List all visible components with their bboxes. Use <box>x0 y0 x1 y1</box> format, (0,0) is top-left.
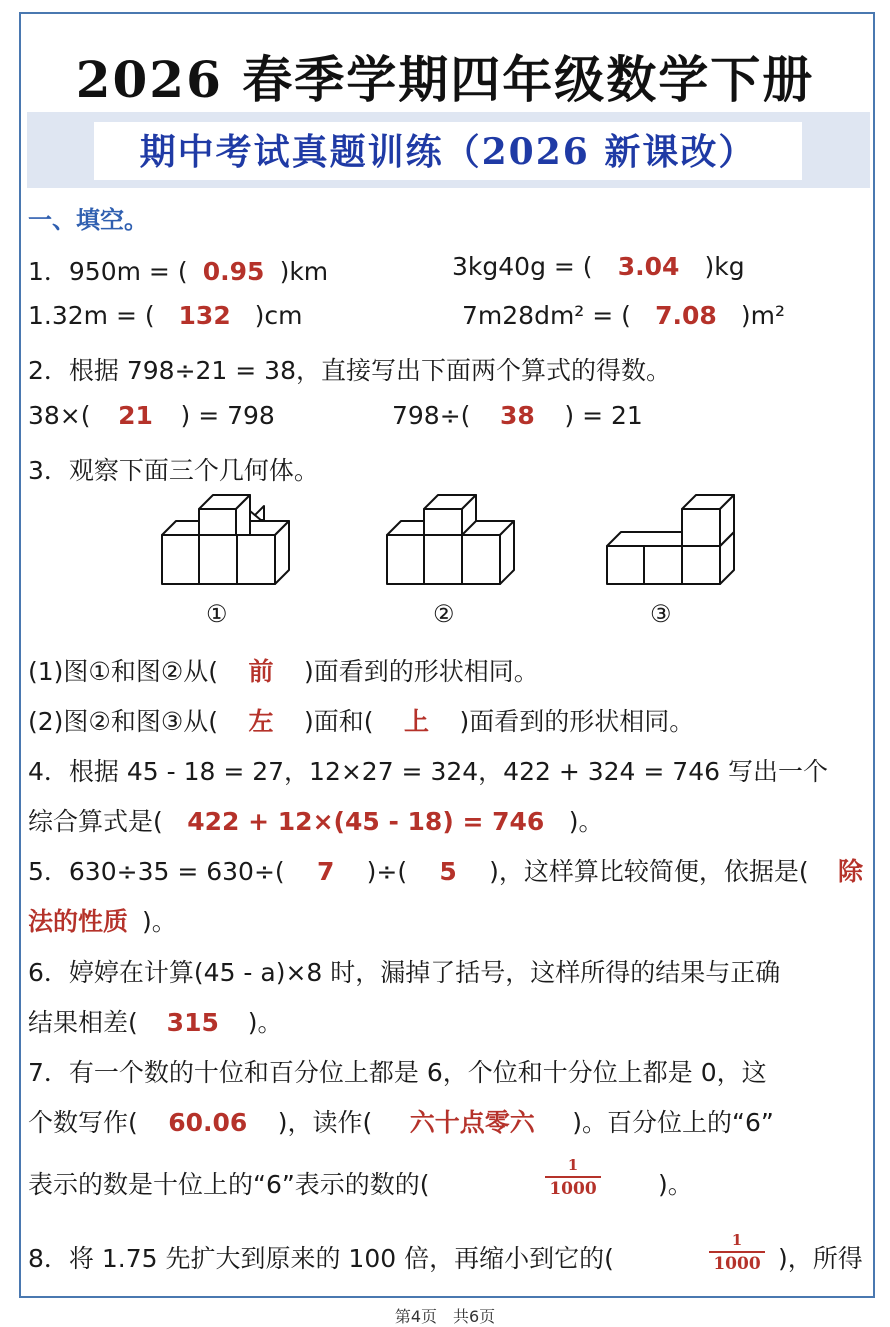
q5-answer3a: 除 <box>838 857 864 886</box>
q5-answer1: 7 <box>316 857 335 886</box>
q3p2-suffix: )面看到的形状相同。 <box>459 707 695 736</box>
q1d-prefix: 7m28dm² = ( <box>462 301 631 330</box>
q1a-answer: 0.95 <box>202 257 265 286</box>
q1a-prefix: 1．950m = ( <box>28 257 188 286</box>
figure-2 <box>387 495 514 584</box>
q6-suffix: )。 <box>247 1008 283 1037</box>
q7-prefix: 个数写作( <box>28 1108 138 1137</box>
q3p1-answer: 前 <box>248 657 274 686</box>
q2b-prefix: 798÷( <box>392 401 471 430</box>
q5-suffix: )。 <box>142 907 177 936</box>
q5-answer3b: 法的性质 <box>28 907 129 936</box>
geometry-figures <box>0 490 890 600</box>
q5-answer2: 5 <box>439 857 457 886</box>
q7-text: 7．有一个数的十位和百分位上都是 6，个位和十分位上都是 0，这 <box>28 1058 767 1087</box>
q6-prefix: 结果相差( <box>28 1008 138 1037</box>
figure-label-2: ② <box>433 600 455 628</box>
page-title: 2026 春季学期四年级数学下册 <box>75 50 815 109</box>
q3p1-suffix: )面看到的形状相同。 <box>304 657 539 686</box>
q3-part2 <box>28 702 694 738</box>
q3p1-prefix: (1)图①和图②从( <box>28 657 218 686</box>
q1-line2 <box>28 301 302 330</box>
q3p2-mid: )面和( <box>304 707 374 736</box>
q2b-suffix: ) = 21 <box>564 401 643 430</box>
q1-line1 <box>28 252 328 288</box>
q1b-answer: 3.04 <box>617 252 680 281</box>
page-footer: 第4页 共6页 <box>394 1307 496 1326</box>
q8-frac-num: 1 <box>731 1231 743 1249</box>
q5-prefix: 5．630÷35 = 630÷( <box>28 857 285 886</box>
q7-mid: )，读作( <box>277 1108 373 1137</box>
q6-text: 6．婷婷在计算(45 - a)×8 时，漏掉了括号，这样所得的结果与正确 <box>28 958 781 987</box>
q1b-suffix: )kg <box>704 252 745 281</box>
q8-prefix: 8．将 1.75 先扩大到原来的 100 倍，再缩小到它的( <box>28 1244 614 1273</box>
q2-line-a <box>28 401 275 430</box>
q7-frac-bar <box>545 1176 601 1178</box>
q7-frac-den: 1000 <box>549 1179 597 1199</box>
q2a-prefix: 38×( <box>28 401 91 430</box>
q2a-suffix: ) = 798 <box>180 401 275 430</box>
q2-line-b <box>392 401 643 430</box>
q7-answer2: 六十点零六 <box>409 1108 535 1137</box>
q5-line1 <box>28 852 809 888</box>
q1d-suffix: )m² <box>740 301 786 330</box>
q1c-suffix: )cm <box>254 301 303 330</box>
q3p2-prefix: (2)图②和图③从( <box>28 707 218 736</box>
q7-line3-prefix: 表示的数是十位上的“6”表示的数的( <box>28 1170 430 1199</box>
q1-line2b <box>462 301 785 330</box>
figure-label-3: ③ <box>650 600 672 628</box>
q7-line2 <box>28 1103 774 1139</box>
q1b-prefix: 3kg40g = ( <box>452 252 593 281</box>
q7-frac-num: 1 <box>567 1156 579 1174</box>
q8-frac-bar <box>709 1251 765 1253</box>
q2b-answer: 38 <box>500 401 535 430</box>
q5-line2 <box>28 902 177 938</box>
section-heading: 一、填空。 <box>28 206 148 234</box>
q6-answer: 315 <box>166 1008 219 1037</box>
q3p2-answer2: 上 <box>404 707 430 736</box>
q7-line3-suffix: )。 <box>658 1170 693 1199</box>
q3-text: 3．观察下面三个几何体。 <box>28 456 319 485</box>
q1d-answer: 7.08 <box>655 301 717 330</box>
q4-line2 <box>28 802 604 838</box>
q3-part1 <box>28 652 539 688</box>
figure-3 <box>607 495 734 584</box>
q1c-prefix: 1.32m = ( <box>28 301 155 330</box>
q8-suffix: )，所得 <box>778 1244 863 1273</box>
q1c-answer: 132 <box>178 301 231 330</box>
q2-text: 2．根据 798÷21 = 38，直接写出下面两个算式的得数。 <box>28 356 671 385</box>
q4-text: 4．根据 45 - 18 = 27，12×27 = 324，422 + 324 = 746 写出一个 <box>28 757 828 786</box>
q7-after: )。百分位上的“6” <box>572 1108 774 1137</box>
q5-after: )，这样算比较简便，依据是( <box>489 857 809 886</box>
q4-prefix: 综合算式是( <box>28 807 163 836</box>
q2a-answer: 21 <box>118 401 153 430</box>
q8-frac-den: 1000 <box>713 1254 761 1274</box>
q7-fraction <box>545 1157 601 1197</box>
figure-1 <box>162 495 289 584</box>
q4-suffix: )。 <box>568 807 604 836</box>
q1-line1b <box>452 252 745 281</box>
q6-line2 <box>28 1003 283 1039</box>
q5-mid: )÷( <box>366 857 408 886</box>
q1a-suffix: )km <box>279 257 329 286</box>
page-subtitle: 期中考试真题训练（2026 新课改） <box>139 131 757 173</box>
q8-fraction <box>709 1232 765 1272</box>
q4-answer: 422 + 12×(45 - 18) = 746 <box>187 807 545 836</box>
q3p2-answer1: 左 <box>248 707 274 736</box>
q7-answer1: 60.06 <box>168 1108 248 1137</box>
figure-label-1: ① <box>206 600 228 628</box>
